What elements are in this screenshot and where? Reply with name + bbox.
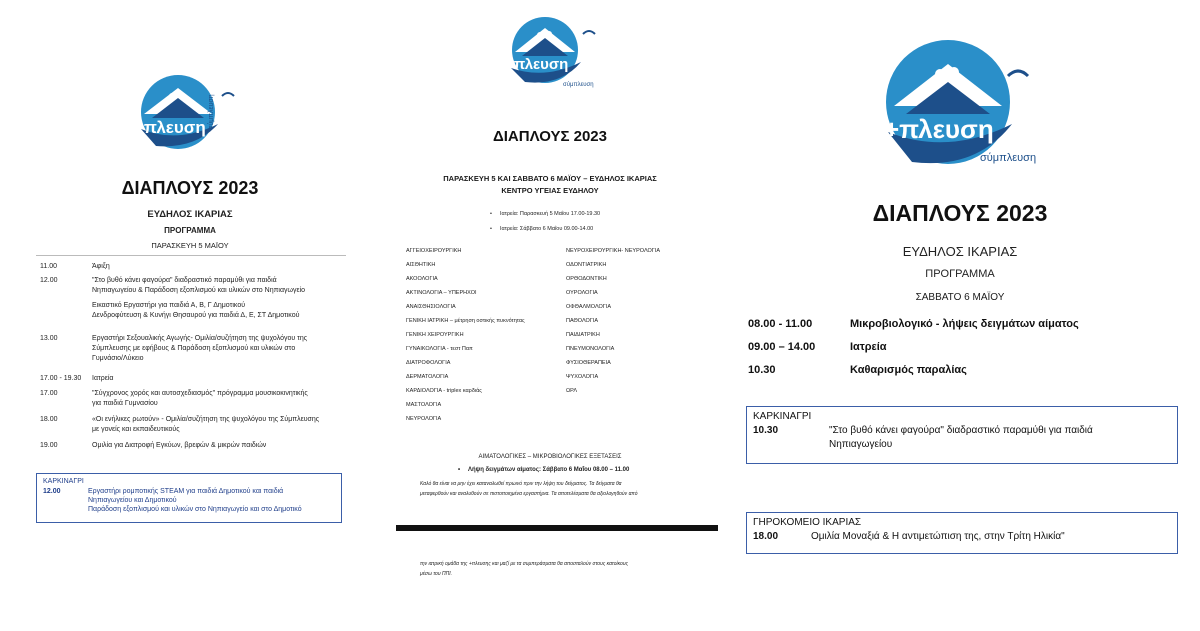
specialty-item: ΠΑΘΟΛΟΓΙΑ <box>566 318 599 324</box>
box-line: Νηπιαγωγείου και Δημοτικού <box>88 497 177 504</box>
schedule-text: Εικαστικό Εργαστήρι για παιδιά Α, Β, Γ Δημοτικού <box>92 302 246 309</box>
schedule-time: 11.00 <box>40 263 57 270</box>
right-day: ΣΑΒΒΑΤΟ 6 ΜΑΪΟΥ <box>915 292 1005 303</box>
middle-bullet: • Ιατρεία: Σάββατο 6 Μαΐου 09.00-14.00 <box>500 226 593 232</box>
specialty-item: ΑΓΓΕΙΟΧΕΙΡΟΥΡΓΙΚΗ <box>406 248 462 254</box>
box-time: 12.00 <box>43 488 61 495</box>
specialty-item: ΓΕΝΙΚΗ ΙΑΤΡΙΚΗ – μέτρηση οστικής πυκνότητας <box>406 318 525 324</box>
logo-sub: σύμπλευση <box>563 82 594 88</box>
schedule-text: Εργαστήρι Σεξουαλικής Αγωγής- Ομιλία/συζήτηση της ψυχολόγου της <box>92 335 308 342</box>
box-heading: ΚΑΡΚΙΝΑΓΡΙ <box>43 478 84 485</box>
logo-brand: +πλευση <box>505 56 569 73</box>
box-time: 10.30 <box>753 425 779 436</box>
right-title: ΔΙΑΠΛΟΥΣ 2023 <box>872 200 1048 226</box>
schedule-time: 08.00 - 11.00 <box>748 318 813 330</box>
schedule-text: Δενδροφύτευση & Κυνήγι Θησαυρού για παιδιά Δ, Ε, ΣΤ Δημοτικού <box>92 312 300 319</box>
specialty-item: ΑΙΣΘΗΤΙΚΗ <box>406 262 436 268</box>
box-line: "Στο βυθό κάνει φαγούρα" διαδραστικό παραμύθι για παιδιά <box>829 425 1093 436</box>
schedule-text: "Στο βυθό κάνει φαγούρα" διαδραστικό παραμύθι για παιδιά <box>92 277 277 284</box>
schedule-time: 09.00 – 14.00 <box>748 341 816 353</box>
specialty-item: ΑΚΤΙΝΟΛΟΓΙΑ – ΥΠΕΡΗΧΟΙ <box>406 290 477 296</box>
schedule-time: 17.00 - 19.30 <box>40 375 82 382</box>
lab-bullet: • Λήψη δειγμάτων αίματος: Σάββατο 6 Μαΐου 08.00 – 11.00 <box>468 467 629 473</box>
note-line: μεταφερθούν και αναλυθούν σε πιστοποιημένα εργαστήρια. Τα αποτελέσματα θα αξιολογηθούν από <box>420 491 638 497</box>
right-place: ΕΥΔΗΛΟΣ ΙΚΑΡΙΑΣ <box>902 244 1018 259</box>
schedule-time: 12.00 <box>40 277 58 284</box>
specialty-item: ΨΥΧΟΛΟΓΙΑ <box>566 374 599 380</box>
middle-header1: ΠΑΡΑΣΚΕΥΗ 5 ΚΑΙ ΣΑΒΒΑΤΟ 6 ΜΑΪΟΥ – ΕΥΔΗΛΟΣ ΙΚΑΡΙΑΣ <box>443 174 657 183</box>
schedule-text: Νηπιαγωγείου & Παράδοση εξοπλισμού και υλικών στο Νηπιαγωγείο <box>92 287 306 294</box>
logo-middle <box>497 16 607 92</box>
schedule-time: 13.00 <box>40 335 58 342</box>
left-box-karkinagri <box>36 473 342 523</box>
specialty-item: ΑΝΑΙΣΘΗΣΙΟΛΟΓΙΑ <box>406 304 456 310</box>
schedule-text: Γυμνάσιο/Λύκειο <box>92 355 144 362</box>
right-program: ΠΡΟΓΡΑΜΜΑ <box>925 268 995 280</box>
middle-bullet: • Ιατρεία: Παρασκευή 5 Μαΐου 17.00-19.30 <box>500 211 600 217</box>
box-line: Νηπιαγωγείου <box>829 439 893 450</box>
lab-heading: ΑΙΜΑΤΟΛΟΓΙΚΕΣ – ΜΙΚΡΟΒΙΟΛΟΓΙΚΕΣ ΕΞΕΤΑΣΕΙΣ <box>478 454 622 460</box>
left-program: ΠΡΟΓΡΑΜΜΑ <box>164 226 216 235</box>
schedule-text: Σύμπλευσης με εφήβους & Παράδοση εξοπλισμού και υλικών στο <box>92 345 296 352</box>
specialty-item: ΜΑΣΤΟΛΟΓΙΑ <box>406 402 442 408</box>
schedule-text: «Οι ενήλικες ρωτούν» - Ομιλία/συζήτηση της ψυχολόγου της Σύμπλευσης <box>92 416 320 423</box>
specialty-item: ΝΕΥΡΟΛΟΓΙΑ <box>406 416 442 422</box>
schedule-text: "Σύγχρονος χορός και αυτοσχεδιασμός" πρόγραμμα μουσικοκινητικής <box>92 390 308 397</box>
note-line: Καλό θα είναι να μην έχει καταναλωθεί πρωινό πριν την λήψη του δείγματος. Τα δείγματα θα <box>420 481 622 487</box>
specialty-item: ΩΡΛ <box>566 388 578 394</box>
logo-right <box>872 36 1036 170</box>
schedule-text: για παιδιά Γυμνασίου <box>92 400 158 407</box>
schedule-text: Ιατρεία <box>92 375 114 382</box>
schedule-time: 17.00 <box>40 390 58 397</box>
box-line: Παράδοση εξοπλισμού και υλικών στο Νηπιαγωγείο και στο Δημοτικό <box>88 506 302 513</box>
logo-brand: +πλευση <box>884 114 994 144</box>
box-heading: ΓΗΡΟΚΟΜΕΙΟ ΙΚΑΡΙΑΣ <box>753 517 862 528</box>
specialty-item: ΑΚΟΟΛΟΓΙΑ <box>406 276 438 282</box>
specialty-item: ΝΕΥΡΟΧΕΙΡΟΥΡΓΙΚΗ- ΝΕΥΡΟΛΟΓΙΑ <box>566 248 661 254</box>
specialty-item: ΓΕΝΙΚΗ ΧΕΙΡΟΥΡΓΙΚΗ <box>406 332 464 338</box>
specialty-item: ΟΦΘΑΛΜΟΛΟΓΙΑ <box>566 304 612 310</box>
schedule-text: Ιατρεία <box>850 341 887 353</box>
logo-sub: σύμπλευση <box>208 94 215 130</box>
schedule-text: Καθαρισμός παραλίας <box>850 364 967 376</box>
footer-line: την ιατρική ομάδα της +πλευσης και μαζί με τα συμπεράσματα θα αποσταλούν στους κατοίκους <box>420 561 629 567</box>
specialty-item: ΚΑΡΔΙΟΛΟΓΙΑ - triplex καρδιάς <box>406 388 482 394</box>
logo-emblem-icon <box>126 74 246 152</box>
logo-emblem-icon <box>872 36 1036 170</box>
specialty-item: ΔΕΡΜΑΤΟΛΟΓΙΑ <box>406 374 449 380</box>
left-day: ΠΑΡΑΣΚΕΥΗ 5 ΜΑΪΟΥ <box>151 241 229 250</box>
specialty-item: ΟΥΡΟΛΟΓΙΑ <box>566 290 598 296</box>
box-line: Εργαστήρι ρομποτικής STEAM για παιδιά Δημοτικού και παιδιά <box>88 488 284 495</box>
middle-title: ΔΙΑΠΛΟΥΣ 2023 <box>492 128 607 145</box>
schedule-time: 18.00 <box>40 416 58 423</box>
left-divider <box>36 255 346 256</box>
schedule-time: 19.00 <box>40 442 58 449</box>
logo-emblem-icon <box>497 16 607 92</box>
box-line: Ομιλία Μοναξιά & Η αντιμετώπιση της, στην Τρίτη Ηλικία" <box>811 531 1065 542</box>
specialty-item: ΦΥΣΙΟΘΕΡΑΠΕΙΑ <box>566 360 611 366</box>
specialty-item: ΟΡΘΟΔΟΝΤΙΚΗ <box>566 276 607 282</box>
specialty-item: ΔΙΑΤΡΟΦΟΛΟΓΙΑ <box>406 360 451 366</box>
page-break-bar <box>396 525 718 531</box>
box-heading: ΚΑΡΚΙΝΑΓΡΙ <box>753 411 812 422</box>
logo-left <box>126 74 246 152</box>
specialty-item: ΠΝΕΥΜΟΝΟΛΟΓΙΑ <box>566 346 615 352</box>
right-box-nursing-home <box>746 512 1178 554</box>
logo-sub: σύμπλευση <box>980 152 1037 164</box>
schedule-time: 10.30 <box>748 364 776 376</box>
left-place: ΕΥΔΗΛΟΣ ΙΚΑΡΙΑΣ <box>147 209 233 220</box>
schedule-text: Άφιξη <box>92 263 110 270</box>
specialty-item: ΟΔΟΝΤΙΑΤΡΙΚΗ <box>566 262 607 268</box>
right-box-karkinagri <box>746 406 1178 464</box>
specialty-item: ΓΥΝΑΙΚΟΛΟΓΙΑ - τεστ Παπ <box>406 346 473 352</box>
left-title: ΔΙΑΠΛΟΥΣ 2023 <box>121 178 259 198</box>
footer-line: μέσω του ΠΠΙ. <box>420 571 452 577</box>
box-time: 18.00 <box>753 531 779 542</box>
logo-brand: +πλευση <box>134 118 206 137</box>
schedule-text: Ομιλία για Διατροφή Εγκύων, βρεφών & μικρών παιδιών <box>92 442 267 449</box>
specialty-item: ΠΑΙΔΙΑΤΡΙΚΗ <box>566 332 600 338</box>
schedule-text: με γονείς και εκπαιδευτικούς <box>92 426 180 433</box>
schedule-text: Μικροβιολογικό - λήψεις δειγμάτων αίματος <box>850 318 1079 330</box>
middle-header2: ΚΕΝΤΡΟ ΥΓΕΙΑΣ ΕΥΔΗΛΟΥ <box>501 186 599 195</box>
